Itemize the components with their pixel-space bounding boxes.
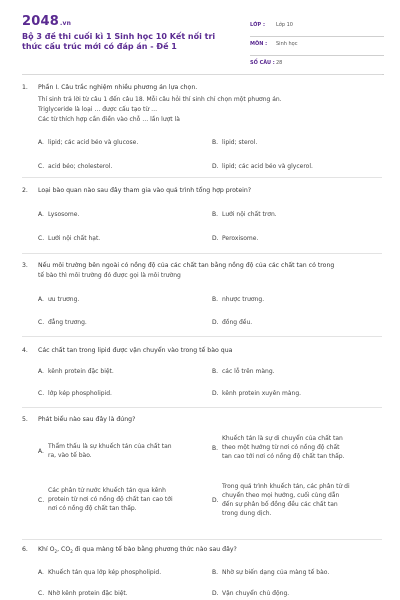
option-text: lipid; các acid béo và glucose. [48, 139, 139, 146]
option-line: tan cao tới nơi có nồng độ chất tan thấp. [222, 453, 345, 460]
option-text: lipid; sterol. [222, 139, 258, 146]
question-intro-line: Triglyceride là loại … được cấu tạo từ … [38, 106, 158, 113]
question-divider [22, 177, 382, 178]
option-text: Khuếch tán qua lớp kép phospholipid. [48, 569, 162, 576]
option-letter: C. [38, 497, 45, 504]
option-letter: C. [38, 390, 45, 397]
option-letter: D. [212, 590, 219, 597]
option-line: Các phân tử nước khuếch tán qua kênh [48, 487, 166, 494]
option-text: đẳng trương. [48, 319, 87, 326]
option-text: kênh protein đặc biệt. [48, 368, 114, 375]
option-c[interactable] [38, 486, 213, 518]
prompt-part: đi qua màng tế bào bằng phương thức nào sau đây? [72, 546, 237, 553]
prompt-part: , CO [57, 546, 71, 553]
option-letter: B. [212, 569, 219, 576]
meta-key: SỐ CÂU : [250, 60, 275, 66]
option-letter: D. [212, 319, 219, 326]
option-line: theo một hướng từ nơi có nồng độ chất [222, 444, 340, 451]
question-number: 2. [22, 187, 28, 194]
question-prompt: Loại bào quan nào sau đây tham gia vào quá trình tổng hợp protein? [38, 187, 252, 194]
option-text: nhược trương. [222, 296, 265, 303]
question-prompt-continued: tế bào thì môi trường đó được gọi là môi trường [38, 272, 181, 279]
option-letter: A. [38, 211, 44, 218]
option-letter: A. [38, 569, 44, 576]
question-number: 3. [22, 262, 28, 269]
question-1 [22, 84, 382, 184]
question-number: 5. [22, 416, 28, 423]
option-text [222, 434, 392, 461]
option-text: Peroxisome. [222, 235, 259, 242]
meta-row-count [250, 56, 384, 75]
option-text: Lysosome. [48, 211, 80, 218]
option-letter: B. [212, 211, 219, 218]
question-3 [22, 262, 382, 338]
question-5 [22, 416, 382, 534]
question-number: 4. [22, 347, 28, 354]
meta-key: LỚP : [250, 22, 265, 28]
prompt-part: Khí O [38, 546, 55, 553]
question-intro-line: Các từ thích hợp cần điền vào chỗ … lần lượt là [38, 116, 180, 123]
option-line: Khuếch tán là sự di chuyển của chất tan [222, 435, 343, 442]
option-text [48, 486, 218, 513]
option-b[interactable] [212, 434, 387, 466]
option-line: nơi có nồng độ chất tan thấp. [48, 505, 137, 512]
subscript: 2 [54, 549, 58, 555]
option-letter: A. [38, 448, 44, 455]
question-6 [22, 546, 382, 600]
meta-row-grade [250, 18, 384, 37]
option-letter: C. [38, 319, 45, 326]
option-line: đến sự phân bố đồng đều các chất tan [222, 501, 338, 508]
question-number: 1. [22, 84, 28, 91]
exam-meta [250, 18, 384, 75]
question-4 [22, 347, 382, 409]
meta-key: MÔN : [250, 41, 268, 47]
option-text: lipid; các acid béo và glycerol. [222, 163, 313, 170]
question-prompt: Nếu môi trường bên ngoài có nồng độ của các chất tan bằng nồng độ của các chất tan có trong [38, 262, 335, 269]
meta-row-subject [250, 37, 384, 56]
option-letter: D. [212, 497, 219, 504]
option-text: đồng đều. [222, 319, 253, 326]
option-text: lớp kép phospholipid. [48, 390, 112, 397]
question-divider [22, 336, 382, 337]
option-letter: B. [212, 368, 219, 375]
option-text: Nhờ kênh protein đặc biệt. [48, 590, 128, 597]
option-text: acid béo; cholesterol. [48, 163, 113, 170]
option-line: Thẩm thấu là sự khuếch tán của chất tan [48, 443, 172, 450]
header [22, 12, 382, 74]
question-prompt [38, 546, 237, 556]
option-line: protein từ nơi có nồng độ chất tan cao tới [48, 496, 173, 503]
question-number: 6. [22, 546, 28, 553]
option-letter: A. [38, 368, 44, 375]
option-letter: C. [38, 590, 45, 597]
option-text [48, 442, 218, 460]
option-letter: D. [212, 163, 219, 170]
option-text: Nhờ sự biến dạng của màng tế bào. [222, 569, 330, 576]
question-2 [22, 187, 382, 257]
question-divider [22, 539, 382, 540]
question-prompt: Phần I. Câu trắc nghiệm nhiều phương án lựa chọn. [38, 84, 198, 91]
question-prompt: Phát biểu nào sau đây là đúng? [38, 416, 136, 423]
logo-suffix: .vn [59, 20, 72, 27]
option-text: ưu trương. [48, 296, 80, 303]
exam-title: Bộ 3 đề thi cuối kì 1 Sinh học 10 Kết nối tri thức cấu trúc mới có đáp án - Đề 1 [22, 32, 216, 51]
meta-value: Lớp 10 [276, 22, 293, 28]
option-text [222, 482, 392, 518]
option-line: chuyển theo mọi hướng, cuối cùng dẫn [222, 492, 340, 499]
option-letter: B. [212, 139, 219, 146]
site-logo[interactable] [22, 14, 71, 29]
question-divider [22, 407, 382, 408]
option-line: Trong quá trình khuếch tán, các phân tử di [222, 483, 350, 490]
option-text: Lưới nội chất trơn. [222, 211, 277, 218]
subscript: 2 [70, 549, 73, 555]
option-d[interactable] [212, 482, 387, 522]
option-line: ra, vào tế bào. [48, 452, 92, 459]
option-letter: C. [38, 235, 45, 242]
meta-value: Sinh học [276, 41, 298, 47]
option-letter: C. [38, 163, 45, 170]
option-text: kênh protein xuyên màng. [222, 390, 302, 397]
option-text: Vận chuyển chủ động. [222, 590, 290, 597]
option-text: Lưới nội chất hạt. [48, 235, 101, 242]
option-letter: A. [38, 296, 44, 303]
option-letter: B. [212, 296, 219, 303]
question-intro-line: Thí sinh trả lời từ câu 1 đến câu 18. Mỗi câu hỏi thí sinh chỉ chọn một phương án. [38, 96, 282, 103]
option-letter: A. [38, 139, 44, 146]
option-text: các lỗ trên màng. [222, 368, 275, 375]
option-letter: D. [212, 235, 219, 242]
question-prompt: Các chất tan trong lipid được vận chuyển vào trong tế bào qua [38, 347, 233, 354]
option-line: trong dung dịch. [222, 510, 272, 517]
option-letter: B. [212, 445, 219, 452]
option-letter: D. [212, 390, 219, 397]
option-a[interactable] [38, 438, 213, 468]
question-divider [22, 253, 382, 254]
header-divider [22, 74, 382, 75]
logo-text: 2048 [22, 14, 59, 29]
meta-value: 28 [276, 60, 283, 66]
